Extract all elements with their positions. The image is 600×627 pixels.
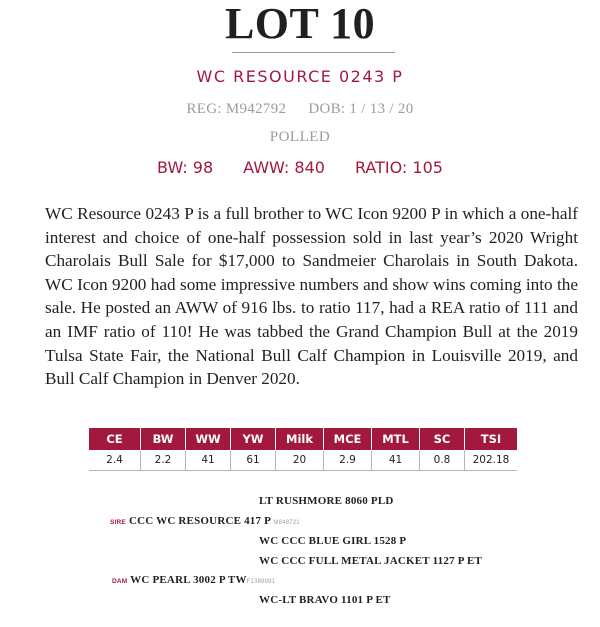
- pedigree-sire-dam: WC CCC BLUE GIRL 1528 P: [259, 535, 407, 547]
- weaning-ratio: RATIO: 105: [354, 158, 443, 177]
- epd-value-ww: 41: [186, 450, 231, 471]
- registration-line: [0, 101, 600, 118]
- epd-value-row: [89, 450, 517, 471]
- epd-value-mtl: 41: [372, 450, 420, 471]
- epd-value-mce: 2.9: [324, 450, 372, 471]
- epd-header-mce: MCE: [324, 428, 372, 450]
- sire-registration: M848721: [273, 520, 300, 526]
- epd-header-tsi: TSI: [465, 428, 518, 450]
- dam-registration: F1389981: [246, 579, 276, 585]
- summary-epds: [0, 158, 600, 177]
- pedigree-sire-sire: LT RUSHMORE 8060 PLD: [259, 495, 394, 507]
- epd-header-mtl: MTL: [372, 428, 420, 450]
- lot-description: WC Resource 0243 P is a full brother to WC Icon 9200 P in which a one-half interest and choice of one-half possession sold in last year’s 2020 Wright Charolais Bull Sale for $17,000 to Sandmeier Charolais in South Dakota. WC Icon 9200 had some impressive numbers and show wins coming into the sale. He posted an AWW of 916 lbs. to ratio 117, had a REA ratio of 111 and an IMF ratio of 110! He was tabbed the Grand Champion Bull at the 2019 Tulsa State Fair, the National Bull Calf Champion in Louisville 2019, and Bull Calf Champion in Denver 2020.: [45, 204, 578, 389]
- epd-header-bw: BW: [141, 428, 186, 450]
- sire-name: CCC WC RESOURCE 417 P: [128, 515, 271, 527]
- registration-number: REG: M942792: [186, 101, 287, 117]
- epd-value-milk: 20: [276, 450, 324, 471]
- polled-status: POLLED: [269, 129, 331, 145]
- epd-header-ww: WW: [186, 428, 231, 450]
- epd-header-row: [89, 428, 517, 450]
- epd-value-sc: 0.8: [420, 450, 465, 471]
- epd-value-bw: 2.2: [141, 450, 186, 471]
- epd-value-tsi: 202.18: [465, 450, 518, 471]
- adjusted-weaning-weight: AWW: 840: [243, 158, 325, 177]
- sire-label: SIRE: [110, 519, 126, 526]
- birth-weight: BW: 98: [157, 158, 214, 177]
- epd-header-ce: CE: [89, 428, 141, 450]
- lot-title: LOT 10: [224, 0, 376, 48]
- dam-name: WC PEARL 3002 P TW: [130, 574, 247, 586]
- date-of-birth: DOB: 1 / 13 / 20: [308, 101, 414, 117]
- pedigree-dam: [112, 574, 275, 586]
- epd-table: [89, 428, 517, 471]
- title-divider: [232, 52, 395, 53]
- pedigree-dam-sire: WC CCC FULL METAL JACKET 1127 P ET: [259, 555, 483, 567]
- epd-header-milk: Milk: [276, 428, 324, 450]
- epd-header-sc: SC: [420, 428, 465, 450]
- dam-label: DAM: [112, 578, 128, 585]
- epd-value-ce: 2.4: [89, 450, 141, 471]
- pedigree-dam-dam: WC-LT BRAVO 1101 P ET: [259, 594, 391, 606]
- pedigree-sire: [110, 515, 300, 527]
- epd-value-yw: 61: [231, 450, 276, 471]
- animal-name: WC RESOURCE 0243 P: [196, 67, 404, 86]
- epd-header-yw: YW: [231, 428, 276, 450]
